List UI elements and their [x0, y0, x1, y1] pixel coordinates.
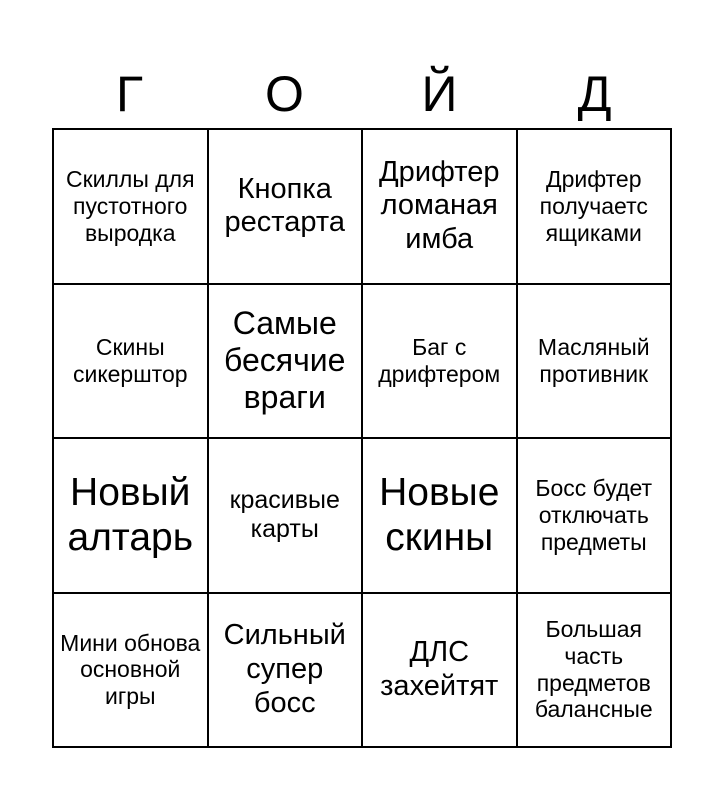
cell-text: Сильный супер босс	[223, 619, 346, 719]
cell-text: Новые скины	[379, 471, 500, 560]
cell-text: Масляный противник	[537, 334, 650, 387]
header-letter-4: Д	[577, 66, 612, 122]
bingo-cell-r3c4[interactable]	[518, 439, 673, 594]
bingo-header	[52, 60, 672, 128]
header-letter-1: Г	[115, 66, 144, 122]
cell-text: Кнопка рестарта	[224, 172, 345, 239]
bingo-cell-r3c1[interactable]	[54, 439, 209, 594]
bingo-cell-r1c3[interactable]	[363, 130, 518, 285]
bingo-cell-r1c1[interactable]	[54, 130, 209, 285]
bingo-cell-r2c4[interactable]	[518, 285, 673, 440]
header-letter-3: Й	[421, 66, 458, 122]
cell-text: Баг с дрифтером	[378, 334, 501, 387]
header-letter-2: О	[265, 66, 304, 122]
bingo-cell-r2c2[interactable]	[209, 285, 364, 440]
cell-text: Скиллы для пустотного выродка	[65, 166, 195, 246]
bingo-cell-r4c4[interactable]	[518, 594, 673, 749]
cell-text: ДЛС захейтят	[380, 636, 499, 702]
bingo-cell-r4c1[interactable]	[54, 594, 209, 749]
bingo-cell-r3c2[interactable]	[209, 439, 364, 594]
bingo-cell-r4c3[interactable]	[363, 594, 518, 749]
cell-text: Дрифтер получаетс ящиками	[539, 166, 648, 246]
cell-text: Босс будет отключать предметы	[535, 475, 653, 555]
cell-text: красивые карты	[229, 486, 340, 544]
cell-text: Дрифтер ломаная имба	[379, 155, 500, 256]
bingo-cell-r1c2[interactable]	[209, 130, 364, 285]
bingo-cell-r3c3[interactable]	[363, 439, 518, 594]
bingo-cell-r1c4[interactable]	[518, 130, 673, 285]
bingo-board	[52, 128, 672, 748]
cell-text: Большая часть предметов балансные	[534, 616, 653, 723]
cell-text: Скины сикерштор	[72, 334, 188, 387]
bingo-cell-r2c1[interactable]	[54, 285, 209, 440]
bingo-cell-r4c2[interactable]	[209, 594, 364, 749]
cell-text: Новый алтарь	[67, 471, 194, 560]
cell-text: Самые бесячие враги	[224, 305, 346, 416]
cell-text: Мини обнова основной игры	[60, 629, 201, 710]
bingo-cell-r2c3[interactable]	[363, 285, 518, 440]
